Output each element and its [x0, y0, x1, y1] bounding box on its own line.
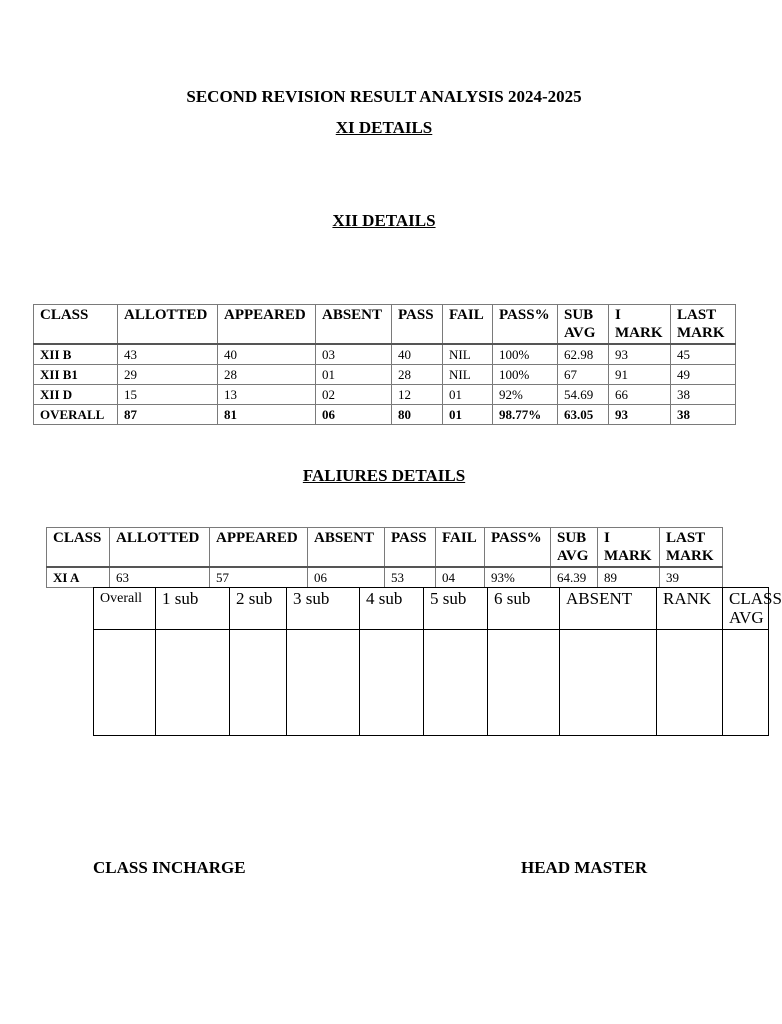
cell: 63 [110, 567, 210, 588]
col-3-sub: 3 sub [287, 588, 360, 630]
table-row [47, 567, 723, 588]
cell: 91 [609, 365, 671, 385]
cell: 54.69 [558, 385, 609, 405]
col-pass: PASS [392, 305, 443, 345]
cell: 15 [118, 385, 218, 405]
cell: 40 [392, 344, 443, 365]
col-1-sub: 1 sub [156, 588, 230, 630]
cell: 39 [660, 567, 723, 588]
col-fail: FAIL [436, 528, 485, 568]
col-5-sub: 5 sub [424, 588, 488, 630]
cell: 01 [443, 385, 493, 405]
col-absent: ABSENT [316, 305, 392, 345]
col-class-avg: CLASS AVG [723, 588, 769, 630]
col-6-sub: 6 sub [488, 588, 560, 630]
cell: 28 [392, 365, 443, 385]
table-row [34, 385, 736, 405]
cell: 62.98 [558, 344, 609, 365]
col-allotted: ALLOTTED [110, 528, 210, 568]
xi-details-heading: XI DETAILS [335, 118, 433, 137]
cell: 43 [118, 344, 218, 365]
cell: XII B [34, 344, 118, 365]
cell: XII D [34, 385, 118, 405]
col-sub-avg: SUB AVG [551, 528, 598, 568]
cell: OVERALL [34, 405, 118, 425]
empty-cell [94, 630, 156, 736]
cell: 93 [609, 344, 671, 365]
cell: 93 [609, 405, 671, 425]
failures-details-heading: FALIURES DETAILS [302, 466, 466, 485]
cell: 04 [436, 567, 485, 588]
table-row [34, 344, 736, 365]
xii-results-table [33, 304, 736, 425]
cell: XII B1 [34, 365, 118, 385]
table-row-overall [34, 405, 736, 425]
cell: 45 [671, 344, 736, 365]
cell: 80 [392, 405, 443, 425]
xi-table-header-row [47, 528, 723, 568]
empty-cell [287, 630, 360, 736]
empty-cell [488, 630, 560, 736]
col-absent: ABSENT [560, 588, 657, 630]
cell: 66 [609, 385, 671, 405]
cell: 53 [385, 567, 436, 588]
cell: 92% [493, 385, 558, 405]
cell: 38 [671, 385, 736, 405]
col-sub-avg: SUB AVG [558, 305, 609, 345]
cell: 28 [218, 365, 316, 385]
cell: 87 [118, 405, 218, 425]
cell: 100% [493, 344, 558, 365]
empty-cell [723, 630, 769, 736]
cell: 02 [316, 385, 392, 405]
col-class: CLASS [34, 305, 118, 345]
cell: 06 [316, 405, 392, 425]
cell: 100% [493, 365, 558, 385]
col-pass-percent: PASS% [493, 305, 558, 345]
empty-cell [230, 630, 287, 736]
col-appeared: APPEARED [218, 305, 316, 345]
col-i-mark: I MARK [598, 528, 660, 568]
xi-results-table [46, 527, 723, 588]
cell: 93% [485, 567, 551, 588]
cell: NIL [443, 365, 493, 385]
cell: 40 [218, 344, 316, 365]
table-row [34, 365, 736, 385]
cell: 49 [671, 365, 736, 385]
col-last-mark: LAST MARK [660, 528, 723, 568]
failures-empty-row [94, 630, 769, 736]
xii-details-heading: XII DETAILS [332, 211, 436, 230]
head-master-signature: HEAD MASTER [521, 858, 648, 877]
cell: 57 [210, 567, 308, 588]
col-pass-percent: PASS% [485, 528, 551, 568]
cell: NIL [443, 344, 493, 365]
cell: 38 [671, 405, 736, 425]
cell: 64.39 [551, 567, 598, 588]
xii-table-header-row [34, 305, 736, 345]
cell: 13 [218, 385, 316, 405]
col-allotted: ALLOTTED [118, 305, 218, 345]
col-class: CLASS [47, 528, 110, 568]
empty-cell [657, 630, 723, 736]
document-title: SECOND REVISION RESULT ANALYSIS 2024-2025 [186, 87, 582, 106]
cell: 63.05 [558, 405, 609, 425]
cell: 01 [443, 405, 493, 425]
col-2-sub: 2 sub [230, 588, 287, 630]
failures-header-row [94, 588, 769, 630]
cell: 06 [308, 567, 385, 588]
col-fail: FAIL [443, 305, 493, 345]
class-incharge-signature: CLASS INCHARGE [93, 858, 246, 877]
empty-cell [156, 630, 230, 736]
empty-cell [360, 630, 424, 736]
cell: 01 [316, 365, 392, 385]
col-overall: Overall [94, 588, 156, 630]
cell: 98.77% [493, 405, 558, 425]
col-appeared: APPEARED [210, 528, 308, 568]
col-pass: PASS [385, 528, 436, 568]
col-4-sub: 4 sub [360, 588, 424, 630]
col-i-mark: I MARK [609, 305, 671, 345]
cell: 89 [598, 567, 660, 588]
failures-subject-table [93, 587, 782, 736]
cell: 67 [558, 365, 609, 385]
cell: 81 [218, 405, 316, 425]
empty-cell [424, 630, 488, 736]
cell: 12 [392, 385, 443, 405]
cell: 29 [118, 365, 218, 385]
cell: XI A [47, 567, 110, 588]
empty-cell [560, 630, 657, 736]
cell: 03 [316, 344, 392, 365]
col-absent: ABSENT [308, 528, 385, 568]
col-last-mark: LAST MARK [671, 305, 736, 345]
col-rank: RANK [657, 588, 723, 630]
